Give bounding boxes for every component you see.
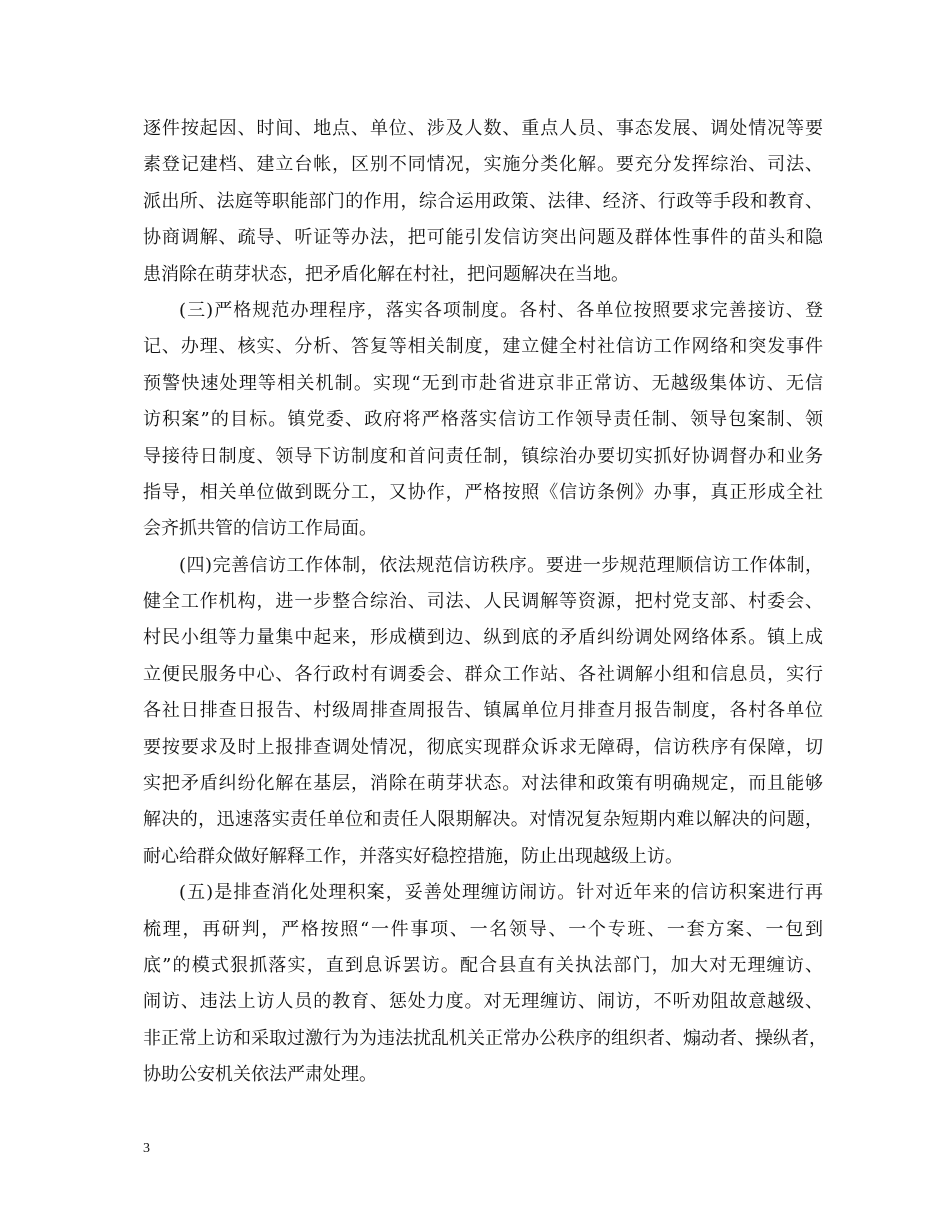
text-line: 耐心给群众做好解释工作，并落实好稳控措施，防止出现越级上访。 [143,845,683,867]
text-line: 会齐抓共管的信访工作局面。 [143,518,377,540]
text-line: (四)完善信访工作体制，依法规范信访秩序。要进一步规范理顺信访工作体制， [179,554,823,576]
text-line: 指导，相关单位做到既分工，又协作，严格按照《信访条例》办事，真正形成全社 [143,481,823,503]
text-line: 素登记建档、建立台帐，区别不同情况，实施分类化解。要充分发挥综治、司法、 [143,154,823,176]
body-text [143,111,827,1094]
text-line: 访积案”的目标。镇党委、政府将严格落实信访工作领导责任制、领导包案制、领 [143,409,823,431]
text-line: 实把矛盾纠纷化解在基层，消除在萌芽状态。对法律和政策有明确规定，而且能够 [143,773,823,795]
text-line: 闹访、违法上访人员的教育、惩处力度。对无理缠访、闹访，不听劝阻故意越级、 [143,991,823,1013]
text-line: 患消除在萌芽状态，把矛盾化解在村社，把问题解决在当地。 [143,263,629,285]
text-line: 解决的，迅速落实责任单位和责任人限期解决。对情况复杂短期内难以解决的问题， [143,809,823,831]
text-line: (五)是排查消化处理积案，妥善处理缠访闹访。针对近年来的信访积案进行再 [179,882,823,904]
text-line: 村民小组等力量集中起来，形成横到边、纵到底的矛盾纠纷调处网络体系。镇上成 [143,627,823,649]
text-line: 要按要求及时上报排查调处情况，彻底实现群众诉求无障碍，信访秩序有保障，切 [143,736,823,758]
text-line: 记、办理、核实、分析、答复等相关制度，建立健全村社信访工作网络和突发事件 [143,336,823,358]
text-line: 各社日排查日报告、村级周排查周报告、镇属单位月排查月报告制度，各村各单位 [143,700,823,722]
text-line: 协助公安机关依法严肃处理。 [143,1064,377,1086]
text-line: 派出所、法庭等职能部门的作用，综合运用政策、法律、经济、行政等手段和教育、 [143,190,823,212]
text-line: 协商调解、疏导、听证等办法，把可能引发信访突出问题及群体性事件的苗头和隐 [143,227,823,249]
text-line: 底”的模式狠抓落实，直到息诉罢访。配合县直有关执法部门，加大对无理缠访、 [143,954,823,976]
text-line: (三)严格规范办理程序，落实各项制度。各村、各单位按照要求完善接访、登 [179,299,823,321]
text-line: 梳理，再研判，严格按照“一件事项、一名领导、一个专班、一套方案、一包到 [143,918,823,940]
text-line: 逐件按起因、时间、地点、单位、涉及人数、重点人员、事态发展、调处情况等要 [143,118,823,139]
text-line: 非正常上访和采取过激行为为违法扰乱机关正常办公秩序的组织者、煽动者、操纵者， [143,1027,827,1049]
text-line: 健全工作机构，进一步整合综治、司法、人民调解等资源，把村党支部、村委会、 [143,591,823,613]
text-line: 立便民服务中心、各行政村有调委会、群众工作站、各社调解小组和信息员，实行 [143,663,823,685]
page-number: 3 [143,1141,150,1156]
text-line: 导接待日制度、领导下访制度和首问责任制，镇综治办要切实抓好协调督办和业务 [143,445,823,467]
text-line: 预警快速处理等相关机制。实现“无到市赴省进京非正常访、无越级集体访、无信 [143,372,823,394]
